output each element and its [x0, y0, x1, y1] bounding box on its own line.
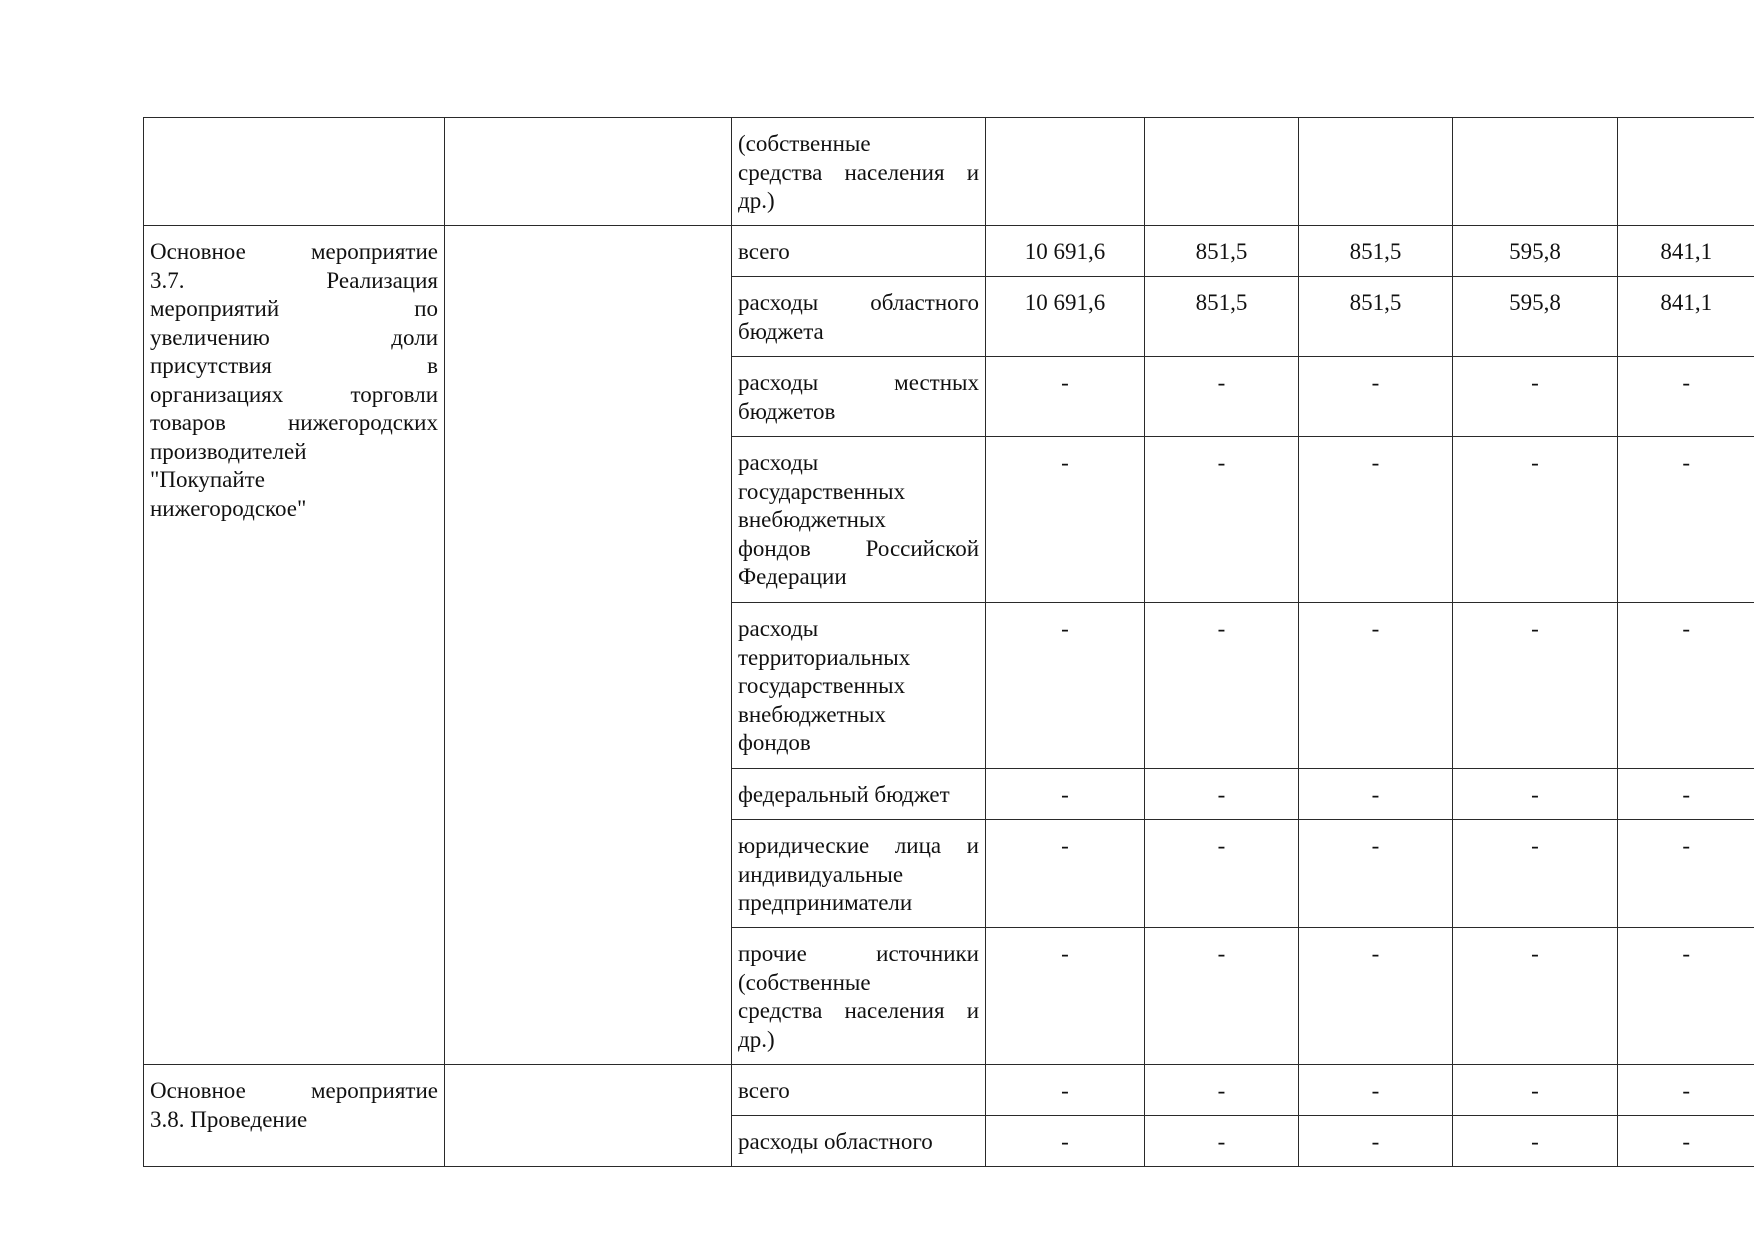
value-cell: -	[1145, 1116, 1299, 1167]
source-cell	[732, 1116, 986, 1167]
activity-cell-empty	[144, 118, 445, 226]
value-cell: -	[1618, 1116, 1754, 1167]
cell-text-line: расходы областного	[738, 1129, 933, 1154]
source-cell	[732, 769, 986, 820]
value-cell: -	[1618, 437, 1754, 603]
value-cell: -	[986, 357, 1145, 437]
source-cell	[732, 603, 986, 769]
cell-text-line: индивидуальные	[738, 861, 904, 887]
cell-text-line: внебюджетных	[738, 507, 886, 532]
value-cell: 10 691,6	[986, 226, 1145, 277]
cell-text-line: средства населения и	[738, 159, 979, 185]
value-cell: -	[1453, 1065, 1618, 1116]
value-cell: -	[1618, 928, 1754, 1065]
value-cell: -	[1453, 437, 1618, 603]
cell-text-line: средства населения и	[738, 998, 979, 1023]
value-cell: -	[986, 928, 1145, 1065]
value-cell: -	[1453, 928, 1618, 1065]
value-cell: -	[1453, 820, 1618, 928]
value-cell	[1618, 118, 1754, 226]
source-cell	[732, 928, 986, 1065]
cell-text-line: всего	[738, 1078, 790, 1103]
funding-table	[143, 117, 1754, 1167]
table-row	[144, 118, 1754, 226]
cell-text-line: юридические лица и	[738, 833, 979, 858]
cell-text-line: присутствия в	[150, 353, 438, 378]
value-cell: -	[1618, 603, 1754, 769]
cell-text-line: увеличению доли	[150, 324, 438, 350]
cell-text-line: производителей	[150, 438, 307, 464]
cell-text-line: предприниматели	[738, 890, 913, 915]
cell-text-line: "Покупайте	[150, 467, 265, 492]
value-cell: 595,8	[1453, 277, 1618, 357]
value-cell: -	[1145, 603, 1299, 769]
value-cell: 851,5	[1299, 277, 1453, 357]
value-cell: -	[1299, 769, 1453, 820]
source-cell	[732, 357, 986, 437]
value-cell: -	[1299, 1065, 1453, 1116]
cell-text-line: мероприятий по	[150, 296, 438, 321]
source-cell	[732, 118, 986, 226]
value-cell: 851,5	[1145, 226, 1299, 277]
cell-text-line: бюджета	[738, 318, 824, 344]
cell-text-line: бюджетов	[738, 398, 836, 424]
cell-text-line: расходы областного	[738, 290, 979, 315]
cell-text-line: фондов Российской	[738, 535, 979, 561]
value-cell: -	[1453, 603, 1618, 769]
value-cell: -	[1299, 928, 1453, 1065]
cell-text-line: (собственные	[738, 969, 871, 995]
cell-text-line: расходы	[738, 450, 819, 475]
cell-text-line: товаров нижегородских	[150, 410, 438, 435]
cell-text-line: 3.7. Реализация	[150, 267, 438, 293]
cell-text-line: др.)	[738, 1026, 775, 1052]
value-cell: -	[1145, 1065, 1299, 1116]
executor-cell	[445, 118, 732, 226]
cell-text-line: расходы местных	[738, 370, 979, 395]
value-cell: 841,1	[1618, 277, 1754, 357]
value-cell: 851,5	[1145, 277, 1299, 357]
cell-text-line: Федерации	[738, 564, 847, 589]
source-cell	[732, 277, 986, 357]
source-cell	[732, 437, 986, 603]
cell-text-line: прочие источники	[738, 941, 979, 966]
value-cell	[1145, 118, 1299, 226]
cell-text-line: организациях торговли	[150, 381, 438, 407]
value-cell: -	[1618, 769, 1754, 820]
cell-text-line: др.)	[738, 188, 775, 213]
cell-text-line: внебюджетных	[738, 701, 886, 727]
value-cell: -	[1299, 1116, 1453, 1167]
cell-text-line: всего	[738, 239, 790, 264]
value-cell: -	[1299, 820, 1453, 928]
value-cell: -	[1299, 437, 1453, 603]
value-cell: -	[1618, 820, 1754, 928]
cell-text-line: государственных	[738, 478, 906, 504]
value-cell	[1299, 118, 1453, 226]
value-cell: -	[1618, 1065, 1754, 1116]
activity-3-7-cell	[144, 226, 445, 1065]
activity-3-8-cell	[144, 1065, 445, 1167]
table-body	[144, 118, 1754, 1167]
value-cell: 841,1	[1618, 226, 1754, 277]
value-cell: -	[1299, 603, 1453, 769]
source-cell	[732, 820, 986, 928]
value-cell: -	[1145, 769, 1299, 820]
source-cell	[732, 226, 986, 277]
cell-text-line: Основное мероприятие	[150, 1078, 438, 1103]
cell-text-line: расходы	[738, 616, 819, 641]
value-cell: 595,8	[1453, 226, 1618, 277]
cell-text-line: нижегородское"	[150, 495, 307, 521]
cell-text-line: федеральный бюджет	[738, 782, 950, 807]
value-cell: -	[1618, 357, 1754, 437]
source-cell	[732, 1065, 986, 1116]
value-cell: 851,5	[1299, 226, 1453, 277]
executor-cell	[445, 1065, 732, 1167]
value-cell: -	[986, 1116, 1145, 1167]
value-cell: -	[1145, 928, 1299, 1065]
value-cell: -	[1145, 820, 1299, 928]
value-cell	[986, 118, 1145, 226]
value-cell: -	[1453, 357, 1618, 437]
value-cell: -	[986, 437, 1145, 603]
value-cell: -	[1145, 357, 1299, 437]
value-cell: -	[1453, 1116, 1618, 1167]
value-cell: -	[986, 603, 1145, 769]
value-cell: -	[986, 1065, 1145, 1116]
table-row	[144, 226, 1754, 277]
value-cell: -	[1299, 357, 1453, 437]
table-row	[144, 1065, 1754, 1116]
value-cell: 10 691,6	[986, 277, 1145, 357]
value-cell: -	[1453, 769, 1618, 820]
value-cell: -	[986, 769, 1145, 820]
cell-text-line: 3.8. Проведение	[150, 1106, 308, 1132]
executor-cell	[445, 226, 732, 1065]
cell-text-line: государственных	[738, 673, 906, 698]
cell-text-line: фондов	[738, 730, 811, 755]
value-cell	[1453, 118, 1618, 226]
cell-text-line: (собственные	[738, 131, 871, 156]
value-cell: -	[986, 820, 1145, 928]
value-cell: -	[1145, 437, 1299, 603]
cell-text-line: территориальных	[738, 644, 911, 670]
cell-text-line: Основное мероприятие	[150, 239, 438, 264]
